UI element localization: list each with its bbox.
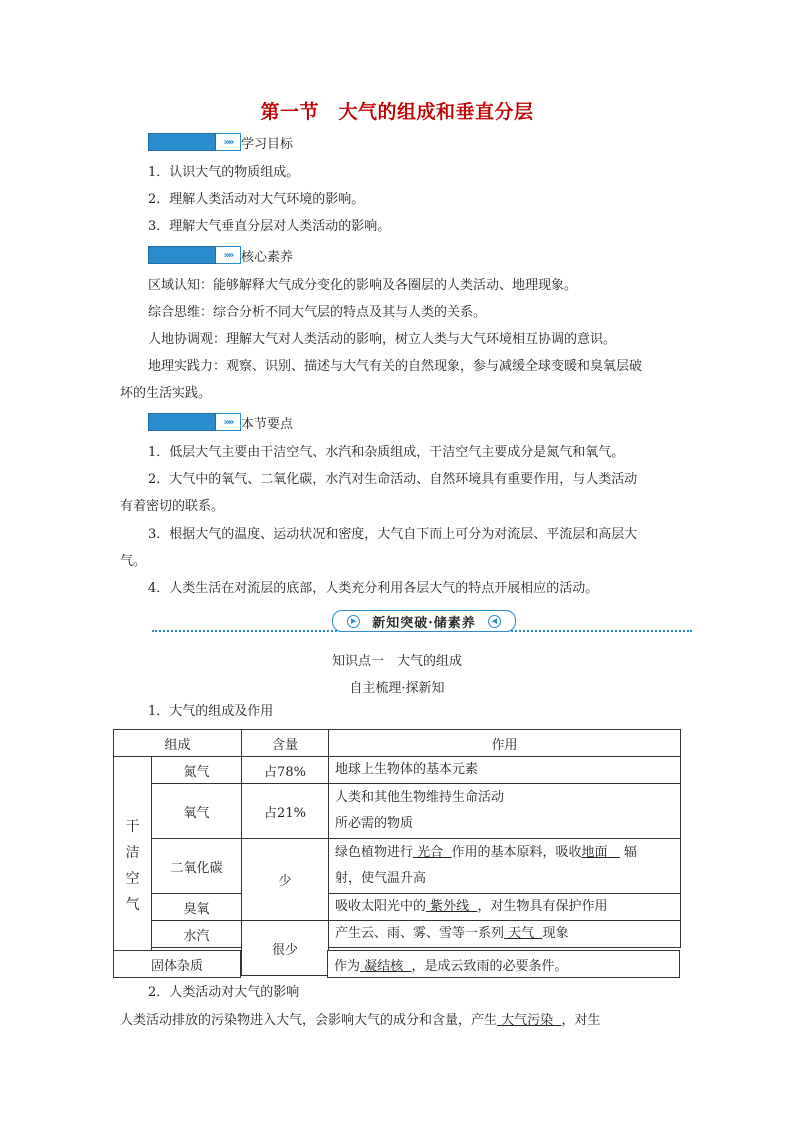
play-left-icon: ◀ — [488, 615, 501, 628]
divider-label: 新知突破·储素养 — [372, 615, 476, 631]
section-bar-icon — [148, 246, 216, 264]
text: 辐 — [624, 845, 638, 860]
text: 产生云、雨、雾、雪等一系列 — [335, 926, 505, 941]
table-row — [114, 784, 681, 839]
table-cell: 很少 — [242, 921, 329, 976]
table-cell: 臭氧 — [152, 894, 242, 921]
page-title: 第一节 大气的组成和垂直分层 — [260, 101, 534, 123]
table-header-row — [114, 730, 681, 757]
impurity-role-cell — [327, 950, 680, 978]
section-divider — [152, 610, 692, 632]
text: 现象 — [542, 926, 569, 941]
point-item: 2．大气中的氧气、二氧化碳，水汽对生命活动、自然环境具有重要作用，与人类活动 — [148, 472, 638, 487]
header-cell: 含量 — [242, 730, 329, 757]
table-cell: 氧气 — [152, 784, 242, 839]
text: 绿色植物进行 — [335, 845, 414, 860]
answer: 大气污染 — [501, 1013, 554, 1028]
text: 作为 — [334, 958, 361, 974]
literacy-item: 综合思维：综合分析不同大气层的特点及其与人类的关系。 — [148, 305, 487, 320]
goal-item: 3．理解大气垂直分层对人类活动的影响。 — [148, 219, 391, 234]
table-cell: 占21% — [242, 784, 329, 839]
table-cell: 占78% — [242, 757, 329, 784]
table-cell — [329, 784, 681, 839]
literacy-item: 人地协调观：理解大气对人类活动的影响，树立人类与大气环境相互协调的意识。 — [148, 332, 617, 347]
dry-air-cell — [114, 757, 152, 976]
table-cell: 二氧化碳 — [152, 839, 242, 894]
section-bar-icon — [148, 133, 216, 151]
answer: 凝结核 — [364, 958, 404, 974]
dry-air-char: 气 — [125, 897, 140, 913]
goal-item: 2．理解人类活动对大气环境的影响。 — [148, 192, 365, 207]
table-row — [114, 757, 681, 784]
item-heading: 1．大气的组成及作用 — [148, 704, 274, 719]
sub-title: 自主梳理·探新知 — [349, 681, 445, 696]
answer-blank — [581, 845, 619, 860]
table-cell — [329, 839, 681, 894]
section-label: 核心素养 — [241, 249, 294, 265]
item-heading: 2．人类活动对大气的影响 — [148, 985, 300, 1000]
table-cell — [329, 894, 681, 921]
answer-blank — [504, 926, 542, 941]
goal-item: 1．认识大气的物质组成。 — [148, 165, 300, 180]
answer-blank — [360, 955, 411, 974]
point-item: 4．人类生活在对流层的底部，人类充分利用各层大气的特点开展相应的活动。 — [148, 581, 599, 596]
table-row — [114, 894, 681, 921]
answer-blank — [413, 845, 451, 860]
section-header-goals — [148, 133, 293, 151]
literacy-item: 坏的生活实践。 — [120, 386, 212, 401]
composition-table — [113, 729, 681, 976]
table-cell: 水汽 — [152, 921, 242, 948]
dry-air-label — [114, 814, 151, 918]
answer: 天气 — [508, 926, 535, 941]
section-header-points — [148, 413, 293, 431]
section-label: 学习目标 — [241, 136, 294, 152]
dry-air-char: 洁 — [125, 845, 140, 861]
answer-blank — [426, 899, 477, 914]
section-bar-icon — [148, 413, 216, 431]
text: 人类活动排放的污染物进入大气，会影响大气的成分和含量，产生 — [120, 1013, 498, 1028]
double-chevron-icon: »» — [216, 413, 241, 431]
point-item: 有着密切的联系。 — [120, 499, 225, 514]
divider-badge — [332, 610, 516, 632]
double-chevron-icon: »» — [216, 246, 241, 264]
table-cell: 氮气 — [152, 757, 242, 784]
knowledge-point-title: 知识点一 大气的组成 — [331, 654, 462, 669]
dry-air-char: 干 — [125, 819, 140, 835]
text: 吸收太阳光中的 — [335, 899, 427, 914]
point-item: 1．低层大气主要由干洁空气、水汽和杂质组成，干洁空气主要成分是氮气和氧气。 — [148, 445, 625, 460]
header-cell: 作用 — [329, 730, 681, 757]
table-cell: 少 — [242, 839, 329, 921]
table-cell: 地球上生物体的基本元素 — [329, 757, 681, 784]
text: 作用的基本原料，吸收 — [451, 845, 582, 860]
play-right-icon: ▶ — [347, 615, 360, 628]
answer-blank — [497, 1013, 561, 1028]
cell-line: 人类和其他生物维持生命活动 — [335, 790, 505, 805]
point-item: 3．根据大气的温度、运动状况和密度，大气自下而上可分为对流层、平流层和高层大 — [148, 527, 638, 542]
answer: 光合 — [417, 845, 444, 860]
table-row — [114, 921, 681, 948]
literacy-item: 地理实践力：观察、识别、描述与大气有关的自然现象，参与减缓全球变暖和臭氧层破 — [148, 359, 643, 374]
impurity-name-cell: 固体杂质 — [113, 950, 241, 978]
table-row — [114, 839, 681, 894]
section-label: 本节要点 — [241, 416, 294, 432]
section-header-literacy — [148, 246, 293, 264]
cell-line: 所必需的物质 — [335, 816, 414, 831]
answer: 地面 — [581, 845, 608, 860]
table-cell — [329, 921, 681, 948]
text: ，对生 — [561, 1013, 601, 1028]
literacy-item: 区域认知：能够解释大气成分变化的影响及各圈层的人类活动、地理现象。 — [148, 278, 578, 293]
text: ，对生物具有保护作用 — [477, 899, 608, 914]
answer: 紫外线 — [430, 899, 470, 914]
cell-line — [335, 840, 680, 866]
text: ，是成云致雨的必要条件。 — [411, 958, 568, 974]
dry-air-char: 空 — [125, 871, 140, 887]
point-item: 气。 — [120, 554, 147, 569]
double-chevron-icon: »» — [216, 133, 241, 151]
cell-line: 射，使气温升高 — [335, 871, 427, 886]
header-cell: 组成 — [114, 730, 242, 757]
paragraph-line — [120, 1013, 600, 1029]
